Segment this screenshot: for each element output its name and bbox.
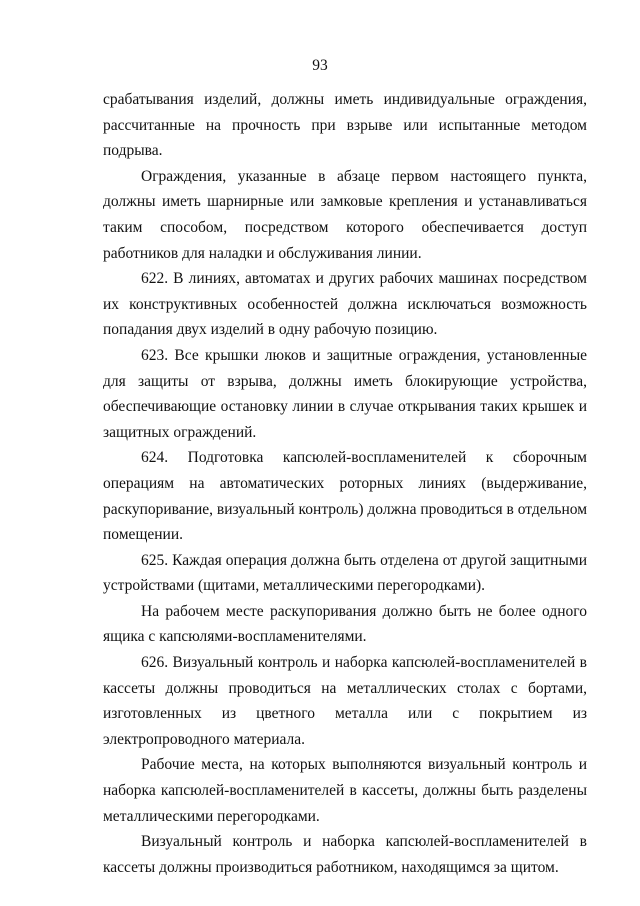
page-number: 93 <box>312 57 328 74</box>
paragraph-unpacking-workplace: На рабочем месте раскупоривания должно быть не более одного ящика с капсюлями-воспламенителями. <box>103 602 587 646</box>
paragraph-623: 623. Все крышки люков и защитные ограждения, установленные для защиты от взрыва, должны иметь блокирующие устройства, обеспечивающие остановку линии в случае открывания таких крышек и защитных ограждений. <box>103 346 587 441</box>
paragraph-622: 622. В линиях, автоматах и других рабочих машинах посредством их конструктивных особенностей должна исключаться возможность попадания двух изделий в одну рабочую позицию. <box>103 270 587 339</box>
paragraph-624: 624. Подготовка капсюлей-воспламенителей к сборочным операциям на автоматических роторных линиях (выдерживание, раскупоривание, визуальный контроль) должна проводиться в отдельном помещении. <box>103 449 587 544</box>
paragraph-626: 626. Визуальный контроль и наборка капсюлей-воспламенителей в кассеты должны проводиться на металлических столах с бортами, изготовленных из цветного металла или с покрытием из электропроводного материала. <box>103 654 587 748</box>
paragraph-continuation: срабатывания изделий, должны иметь индивидуальные ограждения, рассчитанные на прочность при взрыве или испытанные методом подрыва. <box>103 91 587 160</box>
paragraph-enclosures: Ограждения, указанные в абзаце первом настоящего пункта, должны иметь шарнирные или замковые крепления и устанавливаться таким способом, посредством которого обеспечивается доступ работников для наладки и обслуживания линии. <box>103 167 587 262</box>
paragraph-workplaces-partitions: Рабочие места, на которых выполняются визуальный контроль и наборка капсюлей-воспламенителей в кассеты, должны быть разделены металлическими перегородками. <box>103 756 587 825</box>
paragraph-shield-worker: Визуальный контроль и наборка капсюлей-воспламенителей в кассеты должны производиться работником, находящимся за щитом. <box>103 833 587 876</box>
paragraph-625: 625. Каждая операция должна быть отделена от другой защитными устройствами (щитами, металлическими перегородками). <box>103 551 587 595</box>
document-body <box>103 87 587 880</box>
